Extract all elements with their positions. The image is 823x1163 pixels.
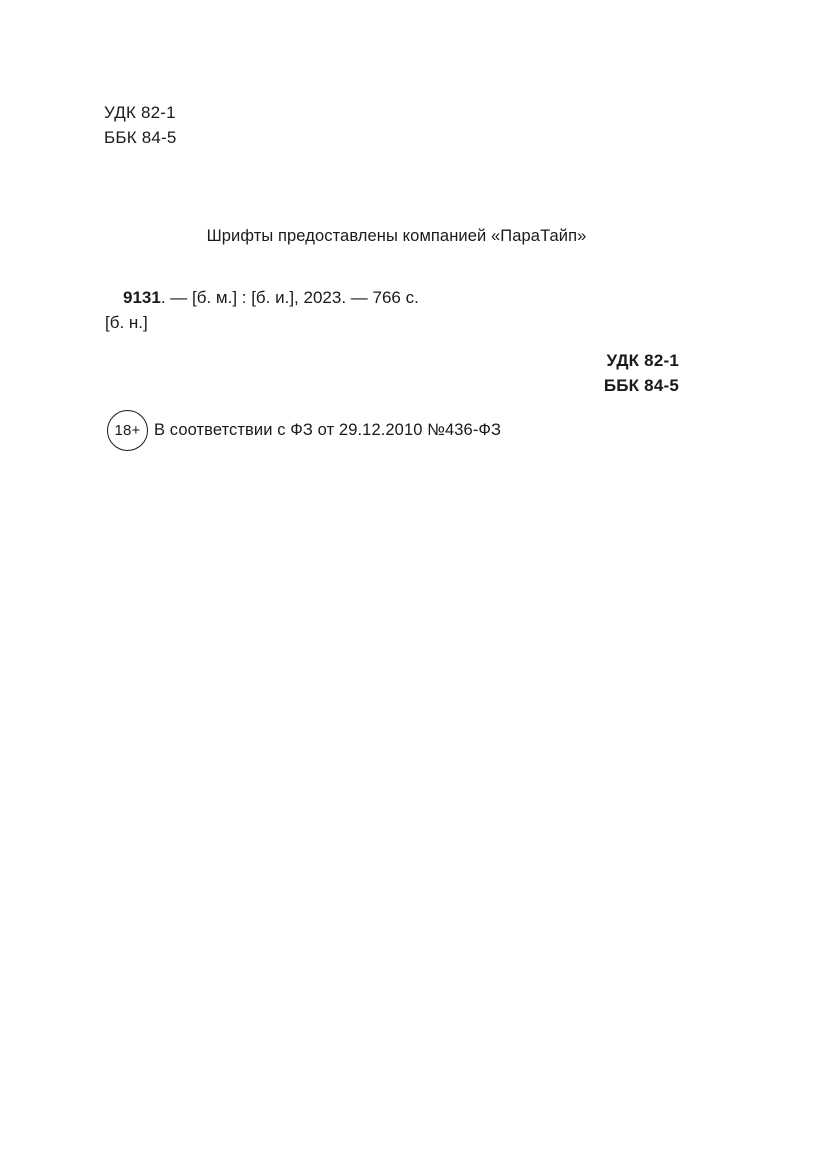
bbk-code-right: ББК 84-5 bbox=[603, 376, 679, 395]
bbk-code-top: ББК 84-5 bbox=[104, 128, 177, 147]
classification-codes-top bbox=[104, 100, 177, 150]
bibliographic-record bbox=[105, 285, 419, 335]
fonts-credit-line: Шрифты предоставлены компанией «ПараТайп» bbox=[206, 227, 587, 245]
age-rating-note: В соответствии с ФЗ от 29.12.2010 №436-ФЗ bbox=[154, 421, 502, 439]
udk-code-right: УДК 82-1 bbox=[606, 351, 679, 370]
age-rating-row bbox=[107, 410, 501, 451]
record-description: . — [б. м.] : [б. и.], 2023. — 766 с. bbox=[160, 288, 419, 307]
age-rating-badge: 18+ bbox=[107, 410, 148, 451]
udk-code-top: УДК 82-1 bbox=[104, 103, 176, 122]
classification-codes-right bbox=[604, 348, 679, 398]
record-number: 9131 bbox=[123, 288, 161, 307]
record-second-line: [б. н.] bbox=[105, 313, 148, 332]
bibliographic-record-main bbox=[123, 285, 419, 310]
